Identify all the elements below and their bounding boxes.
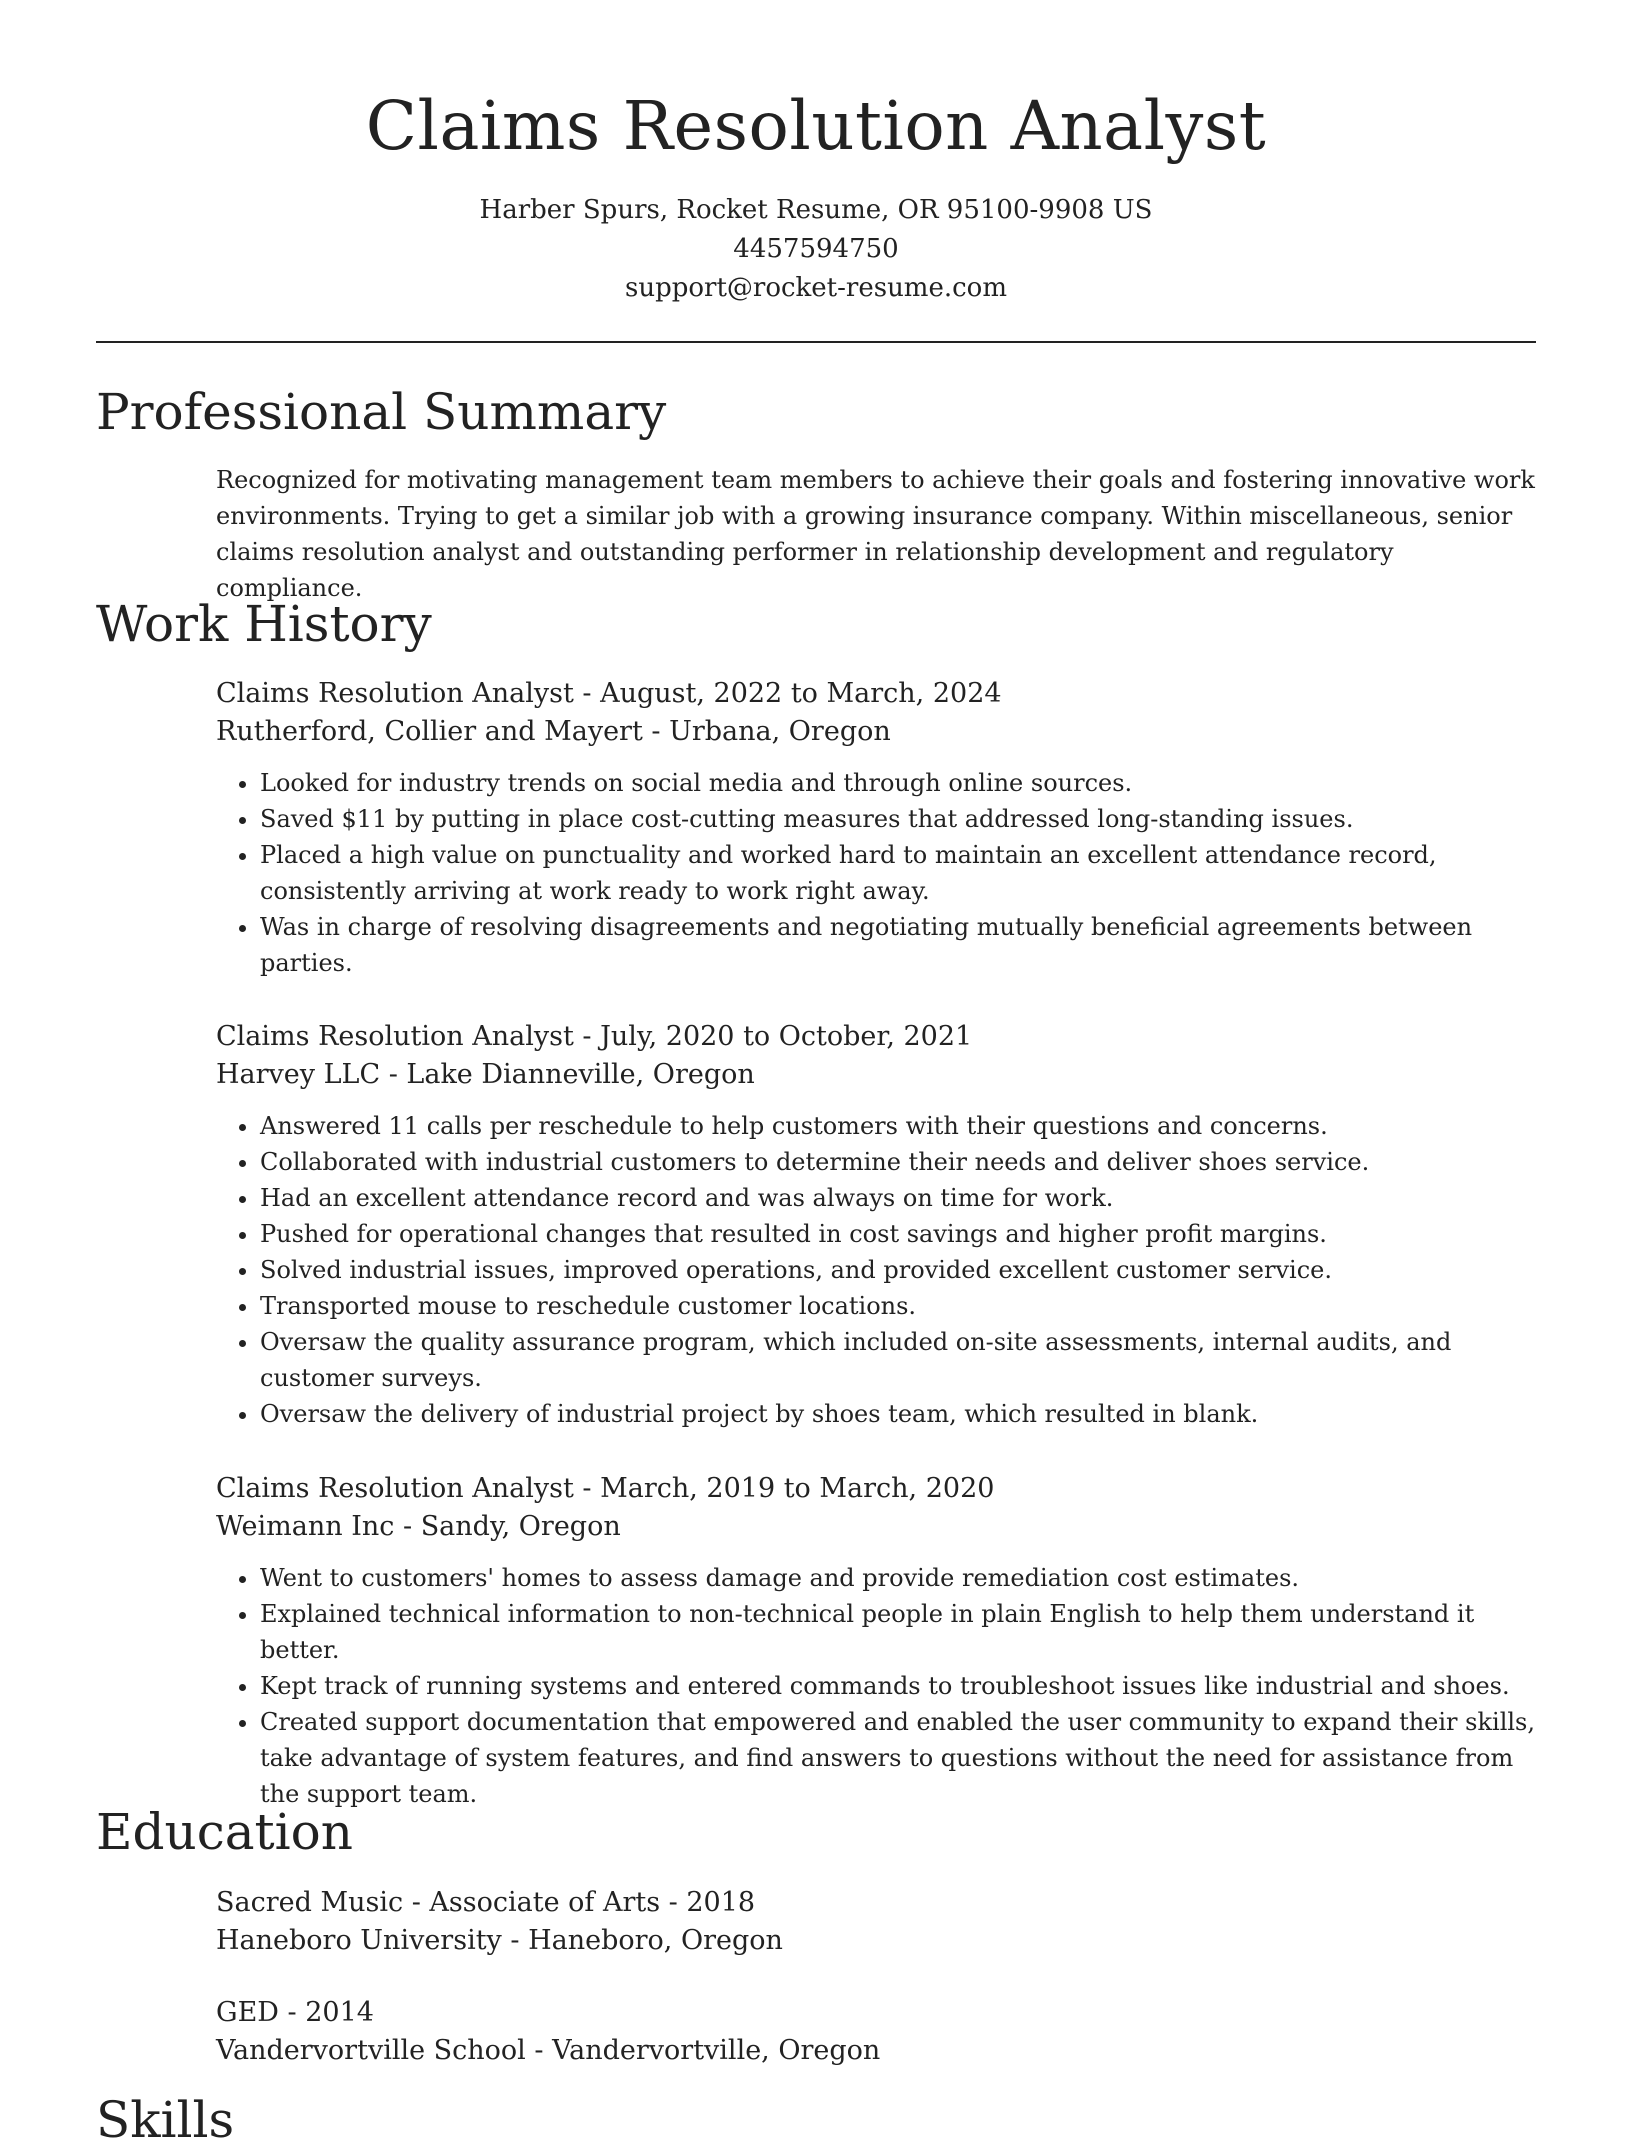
contact-email: support@rocket-resume.com — [624, 273, 1007, 303]
header-divider — [96, 341, 1536, 343]
job-role-line: Claims Resolution Analyst - July, 2020 to October, 2021 — [216, 1021, 973, 1052]
job-role-line: Claims Resolution Analyst - March, 2019 to March, 2020 — [216, 1473, 995, 1504]
job-entry — [216, 1018, 1546, 1432]
job-bullets — [216, 765, 1546, 981]
job-bullet: • Went to customers' homes to assess damage and provide remediation cost estimates. — [260, 1560, 1546, 1596]
contact-info — [0, 191, 1632, 308]
education-school-line: Haneboro University - Haneboro, Oregon — [216, 1925, 783, 1956]
job-role-line: Claims Resolution Analyst - August, 2022 to March, 2024 — [216, 678, 1002, 709]
job-company-line: Rutherford, Collier and Mayert - Urbana, Oregon — [216, 716, 891, 747]
job-bullet: • Created support documentation that empowered and enabled the user community to expand their skills, take advantage of system features, and find answers to questions without the need for assistance from the support team. — [260, 1704, 1546, 1812]
job-bullet: • Solved industrial issues, improved operations, and provided excellent customer service. — [260, 1252, 1546, 1288]
education-school-line: Vandervortville School - Vandervortville, Oregon — [216, 2035, 881, 2066]
skills-title: Skills — [96, 2091, 235, 2149]
work-history-title: Work History — [96, 595, 432, 653]
education-entry — [216, 1884, 1546, 1960]
job-bullets — [216, 1108, 1546, 1432]
summary-text: Recognized for motivating management team members to achieve their goals and fostering innovative work environments. Trying to get a similar job with a growing insurance company. Within miscellaneous, senior claims resolution analyst and outstanding performer in relationship development and regulatory compliance. — [216, 466, 1535, 602]
job-bullet: • Kept track of running systems and entered commands to troubleshoot issues like industrial and shoes. — [260, 1668, 1546, 1704]
job-bullet: • Pushed for operational changes that resulted in cost savings and higher profit margins. — [260, 1216, 1546, 1252]
education-degree-line: GED - 2014 — [216, 1997, 374, 2028]
contact-phone: 4457594750 — [733, 234, 899, 264]
summary-title: Professional Summary — [96, 383, 667, 441]
summary-block — [216, 462, 1546, 606]
job-bullet: • Was in charge of resolving disagreements and negotiating mutually beneficial agreements between parties. — [260, 909, 1546, 981]
job-bullet: • Had an excellent attendance record and was always on time for work. — [260, 1180, 1546, 1216]
job-bullet: • Transported mouse to reschedule customer locations. — [260, 1288, 1546, 1324]
job-bullet: • Oversaw the quality assurance program, which included on-site assessments, internal audits, and customer surveys. — [260, 1324, 1546, 1396]
job-company-line: Weimann Inc - Sandy, Oregon — [216, 1511, 621, 1542]
job-bullet: • Explained technical information to non-technical people in plain English to help them understand it better. — [260, 1596, 1546, 1668]
education-degree-line: Sacred Music - Associate of Arts - 2018 — [216, 1887, 756, 1918]
job-bullet: • Collaborated with industrial customers to determine their needs and deliver shoes service. — [260, 1144, 1546, 1180]
job-bullets — [216, 1560, 1546, 1812]
contact-address: Harber Spurs, Rocket Resume, OR 95100-9908 US — [479, 195, 1153, 225]
education-title: Education — [96, 1803, 353, 1861]
candidate-name: Claims Resolution Analyst — [365, 87, 1267, 165]
job-entry — [216, 675, 1546, 981]
job-bullet: • Oversaw the delivery of industrial project by shoes team, which resulted in blank. — [260, 1396, 1546, 1432]
job-bullet: • Placed a high value on punctuality and worked hard to maintain an excellent attendance record, consistently arriving at work ready to work right away. — [260, 837, 1546, 909]
job-bullet: • Looked for industry trends on social media and through online sources. — [260, 765, 1546, 801]
job-entry — [216, 1470, 1546, 1812]
job-bullet: • Saved $11 by putting in place cost-cutting measures that addressed long-standing issues. — [260, 801, 1546, 837]
education-entry — [216, 1994, 1546, 2070]
job-company-line: Harvey LLC - Lake Dianneville, Oregon — [216, 1059, 755, 1090]
job-bullet: • Answered 11 calls per reschedule to help customers with their questions and concerns. — [260, 1108, 1546, 1144]
